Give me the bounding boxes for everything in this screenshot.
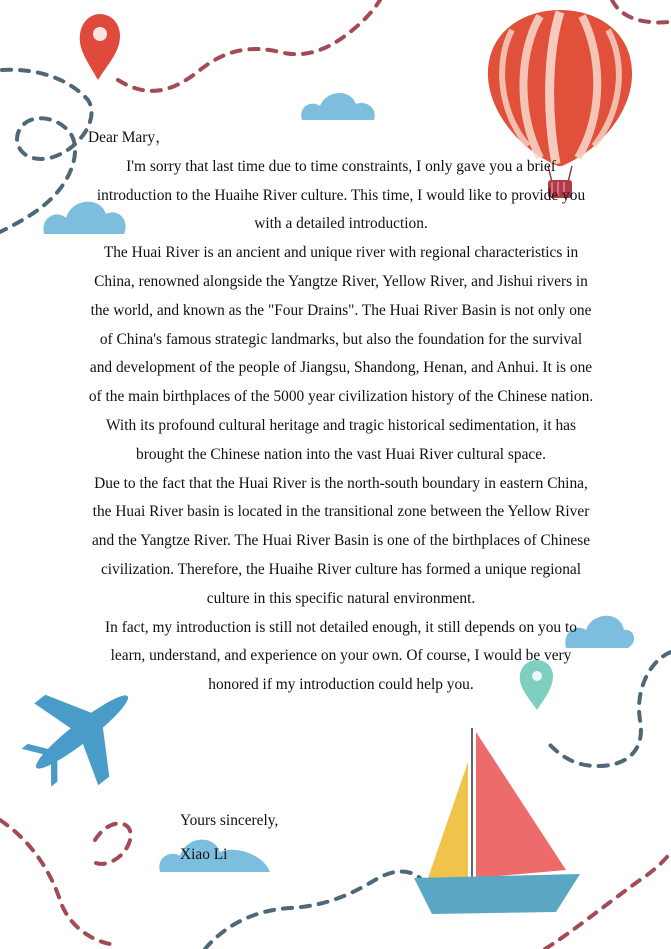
dashed-path-top-right	[612, 0, 671, 22]
letter-closing: Yours sincerely,	[180, 812, 279, 830]
letter-paragraph-3: Due to the fact that the Huai River is the north-south boundary in eastern China, the Huai River basin is located in the transitional zone between the Yellow River and the Yangtze River. The Huai River Basin is one of the birthplaces of Chinese civilization. Therefore, the Huaihe River culture has formed a unique regional culture in this specific natural environment.	[91, 474, 591, 607]
letter-signature: Xiao Li	[180, 845, 228, 863]
cloud-icon-top	[301, 93, 374, 120]
letter-body	[88, 124, 594, 700]
letter-paragraph-1: I'm sorry that last time due to time constraints, I only gave you a brief introduction to the Huaihe River culture. This time, I would like to provide you with a detailed introduction.	[96, 157, 586, 233]
dashed-path-top-center	[118, 0, 380, 91]
letter-paragraph-4: In fact, my introduction is still not detailed enough, it still depends on you to learn, understand, and experience on your own. Of course, I would be very honored if my introduction could help you.	[105, 618, 577, 694]
dashed-path-bottom-center	[205, 872, 420, 949]
dashed-path-bottom-right	[545, 852, 671, 949]
letter-greeting: Dear Mary，	[88, 129, 171, 146]
map-pin-red-icon	[80, 14, 120, 80]
letter-paragraph-2: The Huai River is an ancient and unique river with regional characteristics in China, renowned alongside the Yangtze River, Yellow River, and Jishui rivers in the world, and known as the "Four Drains". The Huai River Basin is not only one of China's famous strategic landmarks, but also the foundation for the survival and development of the people of Jiangsu, Shandong, Henan, and Anhui. It is one of the main birthplaces of the 5000 year civilization history of the Chinese nation. With its profound cultural heritage and tragic historical sedimentation, it has brought the Chinese nation into the vast Huai River cultural space.	[88, 244, 594, 463]
letter-sign-off	[180, 797, 500, 879]
dashed-path-bottom-left	[0, 820, 131, 944]
